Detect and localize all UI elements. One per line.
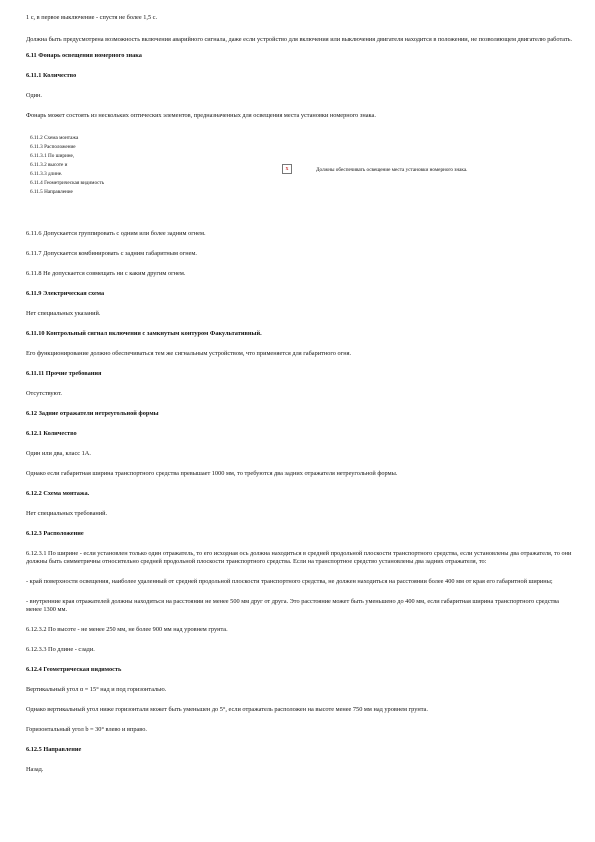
paragraph: 6.12.3.2 По высоте - не менее 250 мм, не более 900 мм над уровнем грунта. bbox=[26, 626, 228, 633]
section-heading: 6.12.2 Схема монтажа. bbox=[26, 490, 90, 497]
section-heading: 6.12.1 Количество bbox=[26, 430, 77, 437]
section-heading: 6.12.5 Направление bbox=[26, 746, 82, 753]
paragraph: Один или два, класс 1А. bbox=[26, 450, 91, 457]
paragraph: Его функционирование должно обеспечиваться тем же сигнальным устройством, что применяется для габаритного огня. bbox=[26, 350, 352, 357]
checkbox-icon[interactable]: x bbox=[282, 164, 292, 174]
paragraph: Назад. bbox=[26, 766, 44, 773]
paragraph: 6.11.6 Допускается группировать с одним или более задним огнем. bbox=[26, 230, 206, 237]
text-block-before bbox=[26, 14, 574, 120]
section-heading: 6.12 Задние отражатели нетреугольной формы bbox=[26, 410, 159, 417]
lamp-table-note: Должны обеспечивать освещение места установки номерного знака. bbox=[316, 167, 468, 173]
paragraph: Нет специальных указаний. bbox=[26, 310, 101, 317]
paragraph: Один. bbox=[26, 92, 42, 99]
paragraph: - край поверхности освещения, наиболее удаленный от средней продольной плоскости транспортного средства, не должен находиться на расстоянии более 400 мм от края его габаритной ширины; bbox=[26, 578, 553, 585]
paragraph: Горизонтальный угол b = 30° влево и вправо. bbox=[26, 726, 147, 733]
table-row: 6.11.2 Схема монтажа bbox=[30, 135, 79, 141]
paragraph: Вертикальный угол α = 15° над и под горизонталью. bbox=[26, 686, 167, 693]
section-heading: 6.11.10 Контрольный сигнал включения с замкнутым контуром Факультативный. bbox=[26, 330, 262, 337]
section-heading: 6.12.4 Геометрическая видимость bbox=[26, 666, 122, 673]
section-heading: 6.11.1 Количество bbox=[26, 72, 77, 79]
paragraph: 6.11.7 Допускается комбинировать с задним габаритным огнем. bbox=[26, 250, 197, 257]
paragraph: - внутренние края отражателей должны находиться на расстоянии не менее 500 мм друг от друга. Это расстояние может быть уменьшено до 400 мм, если габаритная ширина транспортного средства менее 1300 мм. bbox=[26, 598, 559, 613]
paragraph: 6.11.8 Не допускается совмещать ни с каким другим огнем. bbox=[26, 270, 186, 277]
table-row: 6.11.3.2 высоте и bbox=[30, 162, 68, 168]
lamp-table-rows bbox=[30, 134, 230, 197]
lamp-table bbox=[26, 134, 574, 216]
section-heading: 6.12.3 Расположение bbox=[26, 530, 84, 537]
section-heading: 6.11.9 Электрическая схема bbox=[26, 290, 105, 297]
paragraph: Однако вертикальный угол ниже горизонтали может быть уменьшен до 5°, если отражатель расположен на высоте менее 750 мм над уровнем грунта. bbox=[26, 706, 428, 713]
table-row: 6.11.3.3 длине. bbox=[30, 171, 63, 177]
paragraph: 6.12.3.3 По длине - сзади. bbox=[26, 646, 95, 653]
text-block-after bbox=[26, 230, 574, 774]
paragraph: 1 с, в первое выключение - спустя не более 1,5 с. bbox=[26, 14, 158, 21]
section-heading: 6.11 Фонарь освещения номерного знака bbox=[26, 52, 142, 59]
section-heading: 6.11.11 Прочие требования bbox=[26, 370, 102, 377]
table-row: 6.11.3 Расположение bbox=[30, 144, 76, 150]
paragraph: 6.12.3.1 По ширине - если установлен только один отражатель, то его исходная ось должна находиться в средней продольной плоскости транспортного средства, если установлены два отражателя, то они должны быть симметричны относительно средней продольной плоскости транспортного средства. Если на транспортное средство установлены два задних отражателя, то: bbox=[26, 550, 572, 565]
table-row: 6.11.3.1 По ширине, bbox=[30, 153, 75, 159]
paragraph: Однако если габаритная ширина транспортного средства превышает 1000 мм, то требуются два задних отражателя нетреугольной формы. bbox=[26, 470, 398, 477]
table-row: 6.11.5 Направление bbox=[30, 189, 73, 195]
table-row: 6.11.4 Геометрическая видимость bbox=[30, 180, 105, 186]
paragraph: Должна быть предусмотрена возможность включения аварийного сигнала, даже если устройство для включения или выключения двигателя находится в положении, не позволяющем двигателю работать. bbox=[26, 36, 573, 43]
document-page bbox=[26, 14, 574, 774]
paragraph: Фонарь может состоять из нескольких оптических элементов, предназначенных для освещения места установки номерного знака. bbox=[26, 112, 376, 119]
paragraph: Отсутствуют. bbox=[26, 390, 62, 397]
paragraph: Нет специальных требований. bbox=[26, 510, 108, 517]
